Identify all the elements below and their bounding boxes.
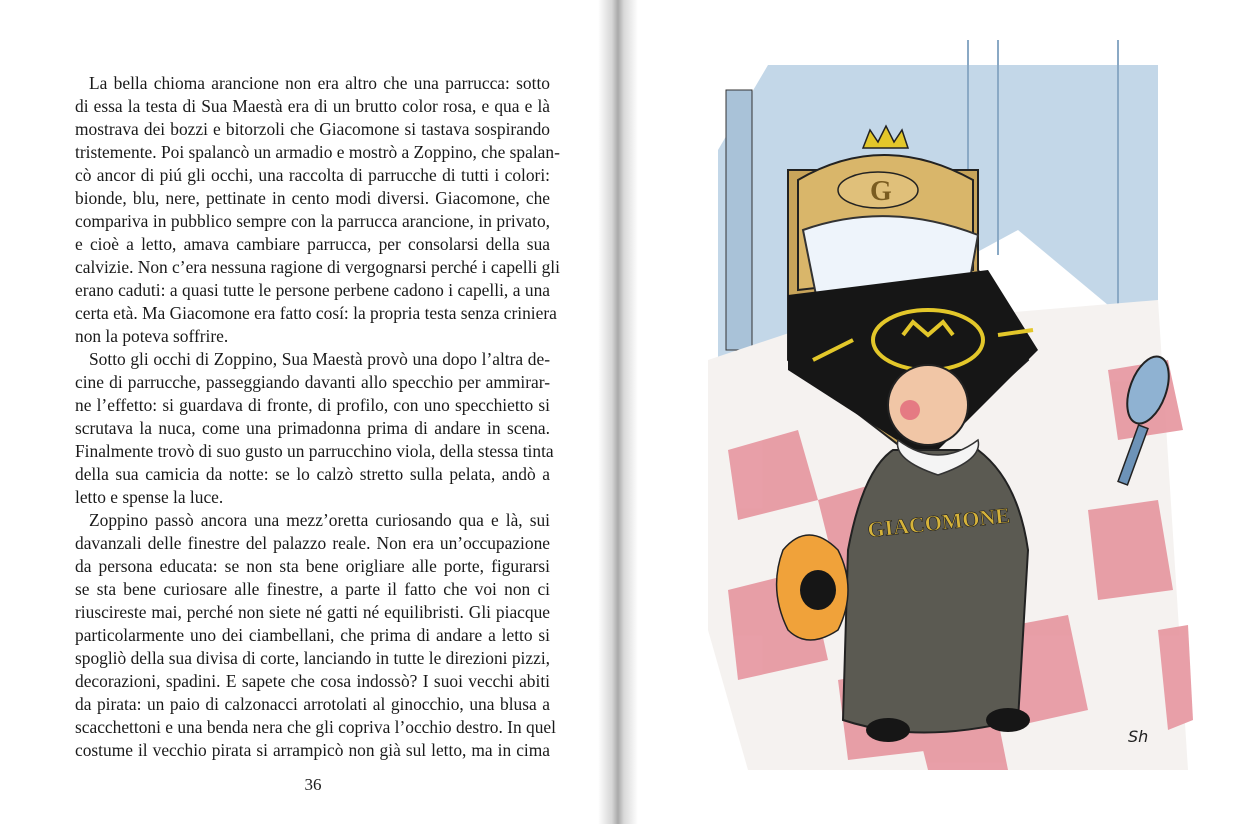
king-gown (843, 450, 1028, 733)
headboard-letter: G (870, 176, 892, 207)
text-line: certa età. Ma Giacomone era fatto cosí: la propria testa senza criniera (75, 303, 557, 323)
body-text (75, 72, 560, 762)
text-line: da pirata: un paio di calzonacci arrotolati al ginocchio, una blusa a (75, 694, 550, 714)
illustration-king-giacomone (688, 30, 1208, 770)
left-page (0, 0, 610, 824)
text-line: Sotto gli occhi di Zoppino, Sua Maestà provò una dopo l’altra de- (89, 349, 550, 369)
text-line: compariva in pubblico sempre con la parrucca arancione, in privato, (75, 211, 550, 231)
text-line: da persona educata: se non sta bene origliare alle porte, figurarsi (75, 556, 550, 576)
text-line: se sta bene curiosare alle finestre, a parte il fatto che voi non ci (75, 579, 550, 599)
text-line: letto e spense la luce. (75, 487, 224, 507)
text-line: calvizie. Non c’era nessuna ragione di vergognarsi perché i capelli gli (75, 257, 560, 277)
text-line: cine di parrucche, passeggiando davanti allo specchio per ammirar- (75, 372, 550, 392)
text-line: e cioè a letto, amava cambiare parrucca, per consolarsi della sua (75, 234, 550, 254)
text-line: Zoppino passò ancora una mezz’oretta curiosando qua e là, sui (89, 510, 550, 530)
text-line: davanzali delle finestre del palazzo reale. Non era un’occupazione (75, 533, 550, 553)
text-line: costume il vecchio pirata si arrampicò non già sul letto, ma in cima (75, 740, 550, 760)
text-line: La bella chioma arancione non era altro che una parrucca: sotto (89, 73, 550, 93)
page-number: 36 (304, 775, 322, 794)
text-line: Finalmente trovò di suo gusto un parrucchino viola, della stessa tinta (75, 441, 554, 461)
text-line: tristemente. Poi spalancò un armadio e mostrò a Zoppino, che spalan- (75, 142, 560, 162)
text-line: spogliò della sua divisa di corte, lanciando in tutte le direzioni pizzi, (75, 648, 550, 668)
text-line: cò ancor di piú gli occhi, una raccolta di parrucche di tutti i colori: (75, 165, 550, 185)
king-head (888, 365, 968, 445)
text-line: riuscireste mai, perché non siete né gatti né equilibristi. Gli piacque (75, 602, 550, 622)
right-page (638, 0, 1247, 824)
text-line: non la poteva soffrire. (75, 326, 229, 346)
text-line: erano caduti: a quasi tutte le persone perbene cadono i capelli, a una (75, 280, 550, 300)
gown-lettering: GIACOMONE (866, 502, 1012, 543)
text-line: di essa la testa di Sua Maestà era di un brutto color rosa, e qua e là (75, 96, 550, 116)
text-line: mostrava dei bozzi e bitorzoli che Giacomone si tastava sospirando (75, 119, 550, 139)
illustrator-signature: Sh (1128, 727, 1149, 746)
column (726, 90, 752, 350)
text-line: particolarmente uno dei ciambellani, che prima di andare a letto si (75, 625, 550, 645)
text-line: decorazioni, spadini. E sapete che cosa indossò? I suoi vecchi abiti (75, 671, 550, 691)
text-line: ne l’effetto: si guardava di fronte, di profilo, con uno specchietto si (75, 395, 550, 415)
text-line: scrutava la nuca, come una primadonna prima di andare in scena. (75, 418, 550, 438)
text-line: della sua camicia da notte: se lo calzò stretto sulla pelata, andò a (75, 464, 550, 484)
text-line: scacchettoni e una benda nera che gli copriva l’occhio destro. In quel (75, 717, 556, 737)
book-gutter (598, 0, 638, 824)
text-line: bionde, blu, nere, pettinate in cento modi diversi. Giacomone, che (75, 188, 550, 208)
